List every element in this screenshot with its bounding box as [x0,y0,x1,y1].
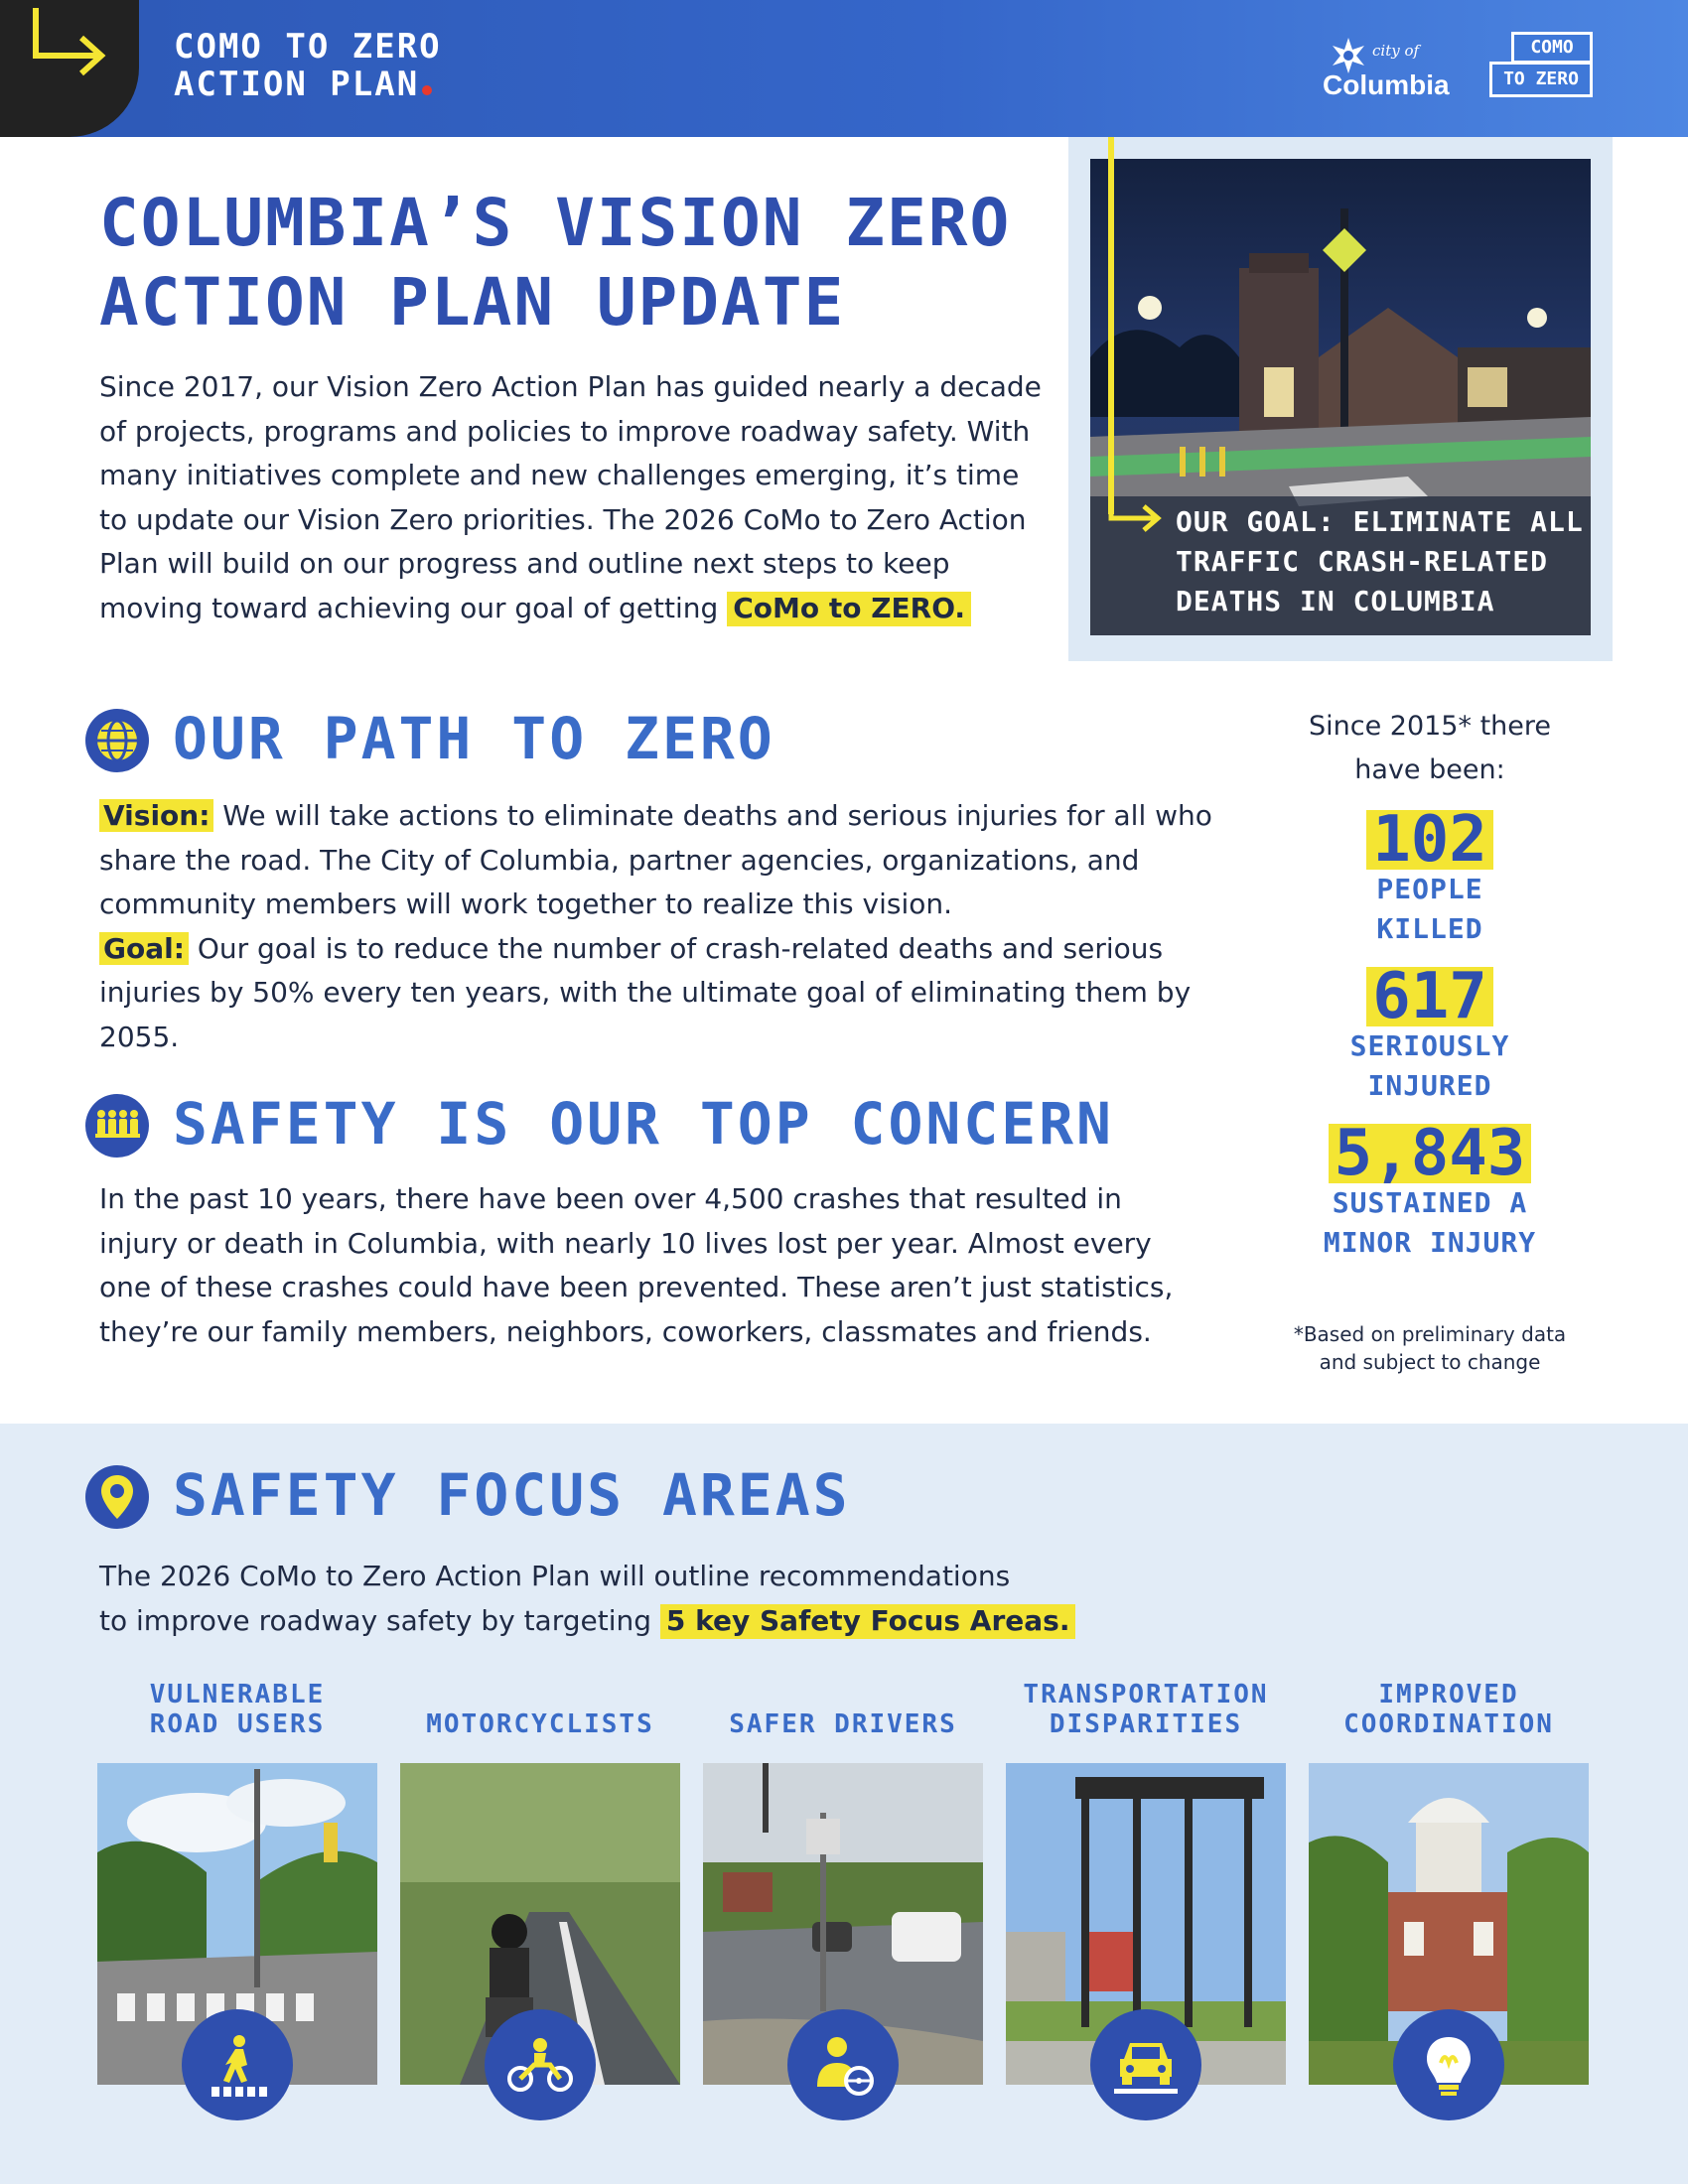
focus-area-label-line2: DISPARITIES [1049,1709,1243,1739]
section-title-path: OUR PATH TO ZERO [173,705,775,772]
car-icon [1090,2009,1201,2120]
focus-area-label-line1: VULNERABLE [149,1680,326,1709]
focus-intro-line2: to improve roadway safety by targeting [99,1603,652,1637]
stat-seriously-injured [1271,949,1589,1106]
path-paragraph [99,794,1231,1059]
page-title-line2: ACTION PLAN UPDATE [99,264,846,341]
focus-area-label-line2: ROAD USERS [149,1709,326,1739]
header-title [174,28,442,103]
intro-paragraph [99,365,1043,630]
city-of-columbia-logo [1321,36,1470,101]
stats-note-line1: *Based on preliminary data [1293,1322,1567,1346]
stat-label-line1: SERIOUSLY [1349,1029,1510,1062]
location-pin-icon [85,1465,149,1529]
focus-intro-paragraph [99,1555,1192,1643]
hero-caption-line3: DEATHS IN COLUMBIA [1176,585,1495,617]
stat-label-line1: PEOPLE [1376,873,1483,905]
motorcycle-icon [485,2009,596,2120]
page-title [99,184,1033,342]
focus-intro-line1: The 2026 CoMo to Zero Action Plan will outline recommendations [99,1560,1011,1592]
focus-area-label-line1 [703,1680,983,1709]
page-title-line1: COLUMBIA’S VISION ZERO [99,185,1012,261]
como-to-zero-logo [1489,32,1593,101]
header-title-line2: ACTION PLAN [174,65,420,104]
stat-label-line1: SUSTAINED A [1332,1186,1528,1219]
intro-text: Since 2017, our Vision Zero Action Plan has guided nearly a decade of projects, programs and policies to improve roadway safety. With many initiatives complete and new challenges emerging, it’s time to update our Vision Zero priorities. The 2026 CoMo to Zero Action Plan will build on our progress and outline next steps to keep moving toward achieving our goal of getting [99,370,1042,624]
section-title-safety: SAFETY IS OUR TOP CONCERN [173,1090,1114,1158]
vision-label: Vision: [99,799,213,832]
stats-note-line2: and subject to change [1319,1350,1541,1374]
hero-caption-line1: OUR GOAL: ELIMINATE ALL [1176,505,1584,538]
pedestrian-crossing-icon [182,2009,293,2120]
focus-area-label [400,1680,680,1739]
focus-area-label [97,1680,377,1739]
driver-steering-wheel-icon [787,2009,899,2120]
stats-intro [1271,705,1589,792]
stat-label-line2: MINOR INJURY [1323,1226,1537,1259]
header-title-line1: COMO TO ZERO [174,27,442,67]
safety-paragraph: In the past 10 years, there have been over 4,500 crashes that resulted in injury or death in Columbia, with nearly 10 lives lost per year. Almost every one of these crashes could have been prevented. These aren’t just statistics, they’re our family members, neighbors, coworkers, classmates and friends. [99,1182,1174,1348]
header-bar [0,0,1688,137]
focus-area-label-line1 [400,1680,680,1709]
stat-label-line2: KILLED [1376,912,1483,945]
stat-value: 102 [1366,810,1493,870]
hero-caption-line2: TRAFFIC CRASH-RELATED [1176,545,1549,578]
stats-intro-line1: Since 2015* there [1308,711,1551,742]
focus-area-label [1006,1680,1286,1739]
vision-text: We will take actions to eliminate deaths and serious injuries for all who share the road. The City of Columbia, partner agencies, organizations, and community members will work together to realize this vision. [99,799,1212,920]
focus-area-label-line1: IMPROVED [1378,1680,1519,1709]
stat-killed [1271,792,1589,949]
city-logo-small-text: city of [1372,42,1420,60]
focus-intro-highlight: 5 key Safety Focus Areas. [660,1604,1076,1639]
focus-area-label-line1: TRANSPORTATION [1023,1680,1269,1709]
stat-value: 5,843 [1329,1124,1532,1183]
globe-icon [85,709,149,772]
stats-footnote [1271,1320,1589,1376]
focus-area-label-line2: MOTORCYCLISTS [426,1709,654,1739]
header-arrow-tab [0,0,139,137]
hero-arrow-icon [1108,494,1168,544]
focus-area-label-line2: SAFER DRIVERS [729,1709,957,1739]
red-dot-icon [422,85,432,95]
arrow-right-icon [30,8,119,97]
focus-area-label [703,1680,983,1739]
lightbulb-icon [1393,2009,1504,2120]
people-icon [85,1094,149,1158]
focus-area-label [1309,1680,1589,1739]
stat-label-line2: INJURED [1367,1069,1492,1102]
stats-intro-line2: have been: [1354,754,1505,785]
stat-minor-injury [1271,1106,1589,1263]
intro-highlight: CoMo to ZERO. [727,592,971,626]
stats-column [1271,705,1589,1376]
como-badge-bottom: TO ZERO [1489,62,1593,97]
como-badge-top: COMO [1511,32,1593,64]
section-title-focus: SAFETY FOCUS AREAS [173,1461,851,1529]
hero-yellow-line [1108,137,1114,514]
city-logo-big-text: Columbia [1323,69,1450,100]
goal-label: Goal: [99,932,189,965]
stat-value: 617 [1366,967,1493,1026]
goal-text: Our goal is to reduce the number of crash-related deaths and serious injuries by 50% every ten years, with the ultimate goal of eliminating them by 2055. [99,931,1192,1053]
focus-area-label-line2: COORDINATION [1343,1709,1554,1739]
hero-caption [1176,502,1593,621]
